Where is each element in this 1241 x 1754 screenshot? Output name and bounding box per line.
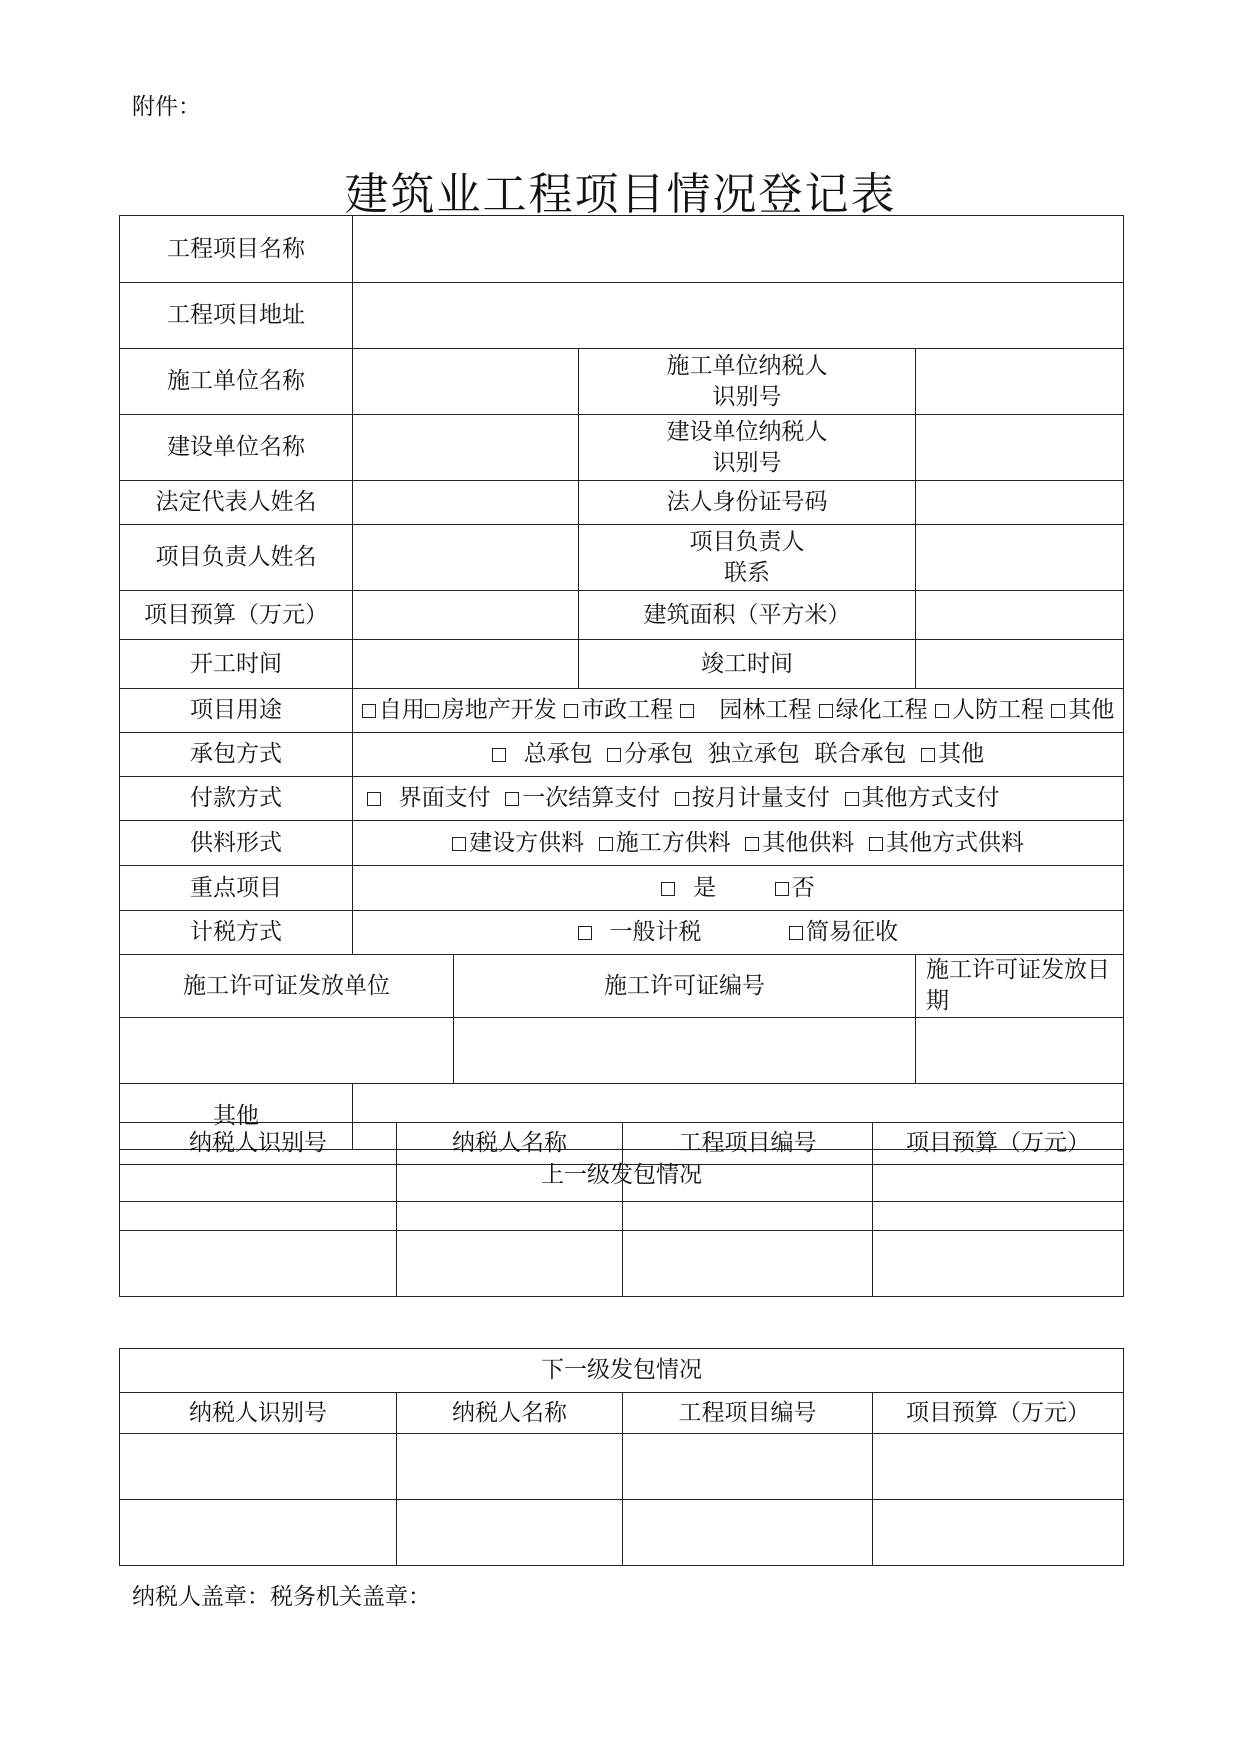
contract-option-label: 总承包 [523, 741, 593, 767]
legal-id-label: 法人身份证号码 [579, 481, 916, 525]
key-project-option-label: 是 [693, 874, 717, 901]
payment-option-label: 一次结算支付 [522, 785, 661, 811]
checkbox[interactable] [492, 748, 506, 762]
start-time-field[interactable] [353, 640, 579, 689]
tax-method-option-label: 一般计税 [609, 919, 702, 945]
developer-taxid-label-line2: 识别号 [712, 449, 782, 476]
checkbox[interactable] [578, 926, 592, 940]
checkbox[interactable] [789, 926, 803, 940]
purpose-option-label: 其他 [1068, 697, 1115, 723]
manager-contact-label-line2: 联系 [724, 559, 770, 586]
purpose-option-label: 人防工程 [951, 697, 1044, 723]
seal-line: 纳税人盖章：税务机关盖章： [132, 1584, 431, 1610]
contractor-taxid-label-line1: 施工单位纳税人 [666, 352, 828, 379]
permit-issuer-field[interactable] [120, 1018, 454, 1084]
contract-option-label: 分承包 [624, 741, 694, 767]
developer-taxid-label [579, 415, 916, 481]
table-row [120, 1231, 1124, 1297]
contract-option-label: 其他 [938, 741, 985, 767]
legal-rep-field[interactable] [353, 481, 579, 525]
purpose-option-label: 市政工程 [581, 697, 674, 723]
table-cell[interactable] [397, 1500, 623, 1566]
lower-contract-title: 下一级发包情况 [120, 1349, 1124, 1393]
floor-area-label: 建筑面积（平方米） [579, 591, 916, 640]
developer-name-field[interactable] [353, 415, 579, 481]
table-cell[interactable] [623, 1500, 873, 1566]
contract-mode-options [353, 733, 1124, 777]
table-row [120, 1165, 1124, 1231]
permit-number-field[interactable] [454, 1018, 916, 1084]
upper-contract-table [119, 1122, 1124, 1297]
project-name-field[interactable] [353, 216, 1124, 283]
table-cell[interactable] [873, 1434, 1124, 1500]
legal-rep-label: 法定代表人姓名 [120, 481, 353, 525]
checkbox[interactable] [775, 882, 789, 896]
developer-taxid-field[interactable] [916, 415, 1124, 481]
project-info-table [119, 215, 1124, 1202]
end-time-label: 竣工时间 [579, 640, 916, 689]
column-header: 工程项目编号 [623, 1123, 873, 1165]
column-header: 项目预算（万元） [873, 1393, 1124, 1434]
table-cell[interactable] [120, 1434, 397, 1500]
manager-contact-label [579, 525, 916, 591]
contract-option-label: 独立承包 [707, 741, 800, 767]
table-cell[interactable] [120, 1231, 397, 1297]
table-cell[interactable] [873, 1165, 1124, 1231]
tax-method-options [353, 911, 1124, 955]
contract-mode-label: 承包方式 [120, 733, 353, 777]
start-time-label: 开工时间 [120, 640, 353, 689]
permit-date-label: 施工许可证发放日期 [916, 955, 1124, 1018]
key-project-label: 重点项目 [120, 866, 353, 911]
payment-mode-label: 付款方式 [120, 777, 353, 821]
developer-name-label: 建设单位名称 [120, 415, 353, 481]
checkbox[interactable] [425, 704, 439, 718]
checkbox[interactable] [745, 837, 759, 851]
table-cell[interactable] [623, 1434, 873, 1500]
project-address-field[interactable] [353, 283, 1124, 349]
table-cell[interactable] [397, 1165, 623, 1231]
contractor-taxid-label-line2: 识别号 [712, 383, 782, 410]
column-header: 项目预算（万元） [873, 1123, 1124, 1165]
payment-mode-options [353, 777, 1124, 821]
permit-date-field[interactable] [916, 1018, 1124, 1084]
purpose-option-label: 园林工程 [719, 697, 812, 723]
table-cell[interactable] [397, 1434, 623, 1500]
manager-name-label: 项目负责人姓名 [120, 525, 353, 591]
table-cell[interactable] [120, 1165, 397, 1231]
column-header: 纳税人识别号 [120, 1393, 397, 1434]
purpose-option-label: 自用 [378, 697, 425, 723]
checkbox[interactable] [367, 792, 381, 806]
column-header: 工程项目编号 [623, 1393, 873, 1434]
supply-mode-options [353, 821, 1124, 866]
checkbox[interactable] [680, 704, 694, 718]
checkbox[interactable] [921, 748, 935, 762]
checkbox[interactable] [607, 748, 621, 762]
supply-option-label: 其他供料 [762, 829, 855, 856]
column-header: 纳税人名称 [397, 1123, 623, 1165]
key-project-option-label: 否 [791, 874, 815, 901]
purpose-option-label: 房地产开发 [441, 697, 557, 723]
end-time-field[interactable] [916, 640, 1124, 689]
table-cell[interactable] [623, 1231, 873, 1297]
tax-method-label: 计税方式 [120, 911, 353, 955]
checkbox[interactable] [819, 704, 833, 718]
table-cell[interactable] [873, 1231, 1124, 1297]
checkbox[interactable] [362, 704, 376, 718]
checkbox[interactable] [935, 704, 949, 718]
legal-id-field[interactable] [916, 481, 1124, 525]
table-cell[interactable] [397, 1231, 623, 1297]
purpose-options [353, 689, 1124, 733]
developer-taxid-label-line1: 建设单位纳税人 [666, 418, 828, 445]
table-row [120, 1434, 1124, 1500]
permit-issuer-label: 施工许可证发放单位 [120, 955, 454, 1018]
column-header: 纳税人名称 [397, 1393, 623, 1434]
contractor-taxid-label [579, 349, 916, 415]
permit-number-label: 施工许可证编号 [454, 955, 916, 1018]
payment-option-label: 按月计量支付 [691, 785, 830, 811]
contractor-taxid-field[interactable] [916, 349, 1124, 415]
other-label: 其他 [120, 1084, 353, 1150]
tax-method-option-label: 简易征收 [806, 919, 899, 945]
purpose-label: 项目用途 [120, 689, 353, 733]
payment-option-label: 其他方式支付 [861, 785, 1000, 811]
floor-area-field[interactable] [916, 591, 1124, 640]
contractor-name-label: 施工单位名称 [120, 349, 353, 415]
checkbox[interactable] [869, 837, 883, 851]
upper-contract-title: 上一级发包情况 [120, 1150, 1124, 1202]
checkbox[interactable] [564, 704, 578, 718]
supply-option-label: 建设方供料 [469, 829, 585, 856]
checkbox[interactable] [599, 837, 613, 851]
manager-contact-label-line1: 项目负责人 [689, 528, 805, 555]
manager-contact-field[interactable] [916, 525, 1124, 591]
form-title: 建筑业工程项目情况登记表 [344, 169, 897, 220]
supply-option-label: 施工方供料 [615, 829, 731, 856]
supply-mode-label: 供料形式 [120, 821, 353, 866]
payment-option-label: 界面支付 [398, 785, 491, 811]
checkbox[interactable] [505, 792, 519, 806]
project-name-label: 工程项目名称 [120, 216, 353, 283]
budget-label: 项目预算（万元） [120, 591, 353, 640]
table-cell[interactable] [120, 1500, 397, 1566]
supply-option-label: 其他方式供料 [885, 829, 1024, 856]
checkbox[interactable] [1051, 704, 1065, 718]
contractor-name-field[interactable] [353, 349, 579, 415]
column-header: 纳税人识别号 [120, 1123, 397, 1165]
key-project-options [353, 866, 1124, 911]
table-row [120, 1500, 1124, 1566]
checkbox[interactable] [452, 837, 466, 851]
checkbox[interactable] [661, 882, 675, 896]
lower-contract-table [119, 1348, 1124, 1566]
budget-field[interactable] [353, 591, 579, 640]
manager-name-field[interactable] [353, 525, 579, 591]
table-cell[interactable] [873, 1500, 1124, 1566]
attachment-label: 附件： [132, 94, 201, 120]
table-cell[interactable] [623, 1165, 873, 1231]
checkbox[interactable] [845, 792, 859, 806]
contract-option-label: 联合承包 [814, 741, 907, 767]
project-address-label: 工程项目地址 [120, 283, 353, 349]
checkbox[interactable] [675, 792, 689, 806]
purpose-option-label: 绿化工程 [835, 697, 928, 723]
